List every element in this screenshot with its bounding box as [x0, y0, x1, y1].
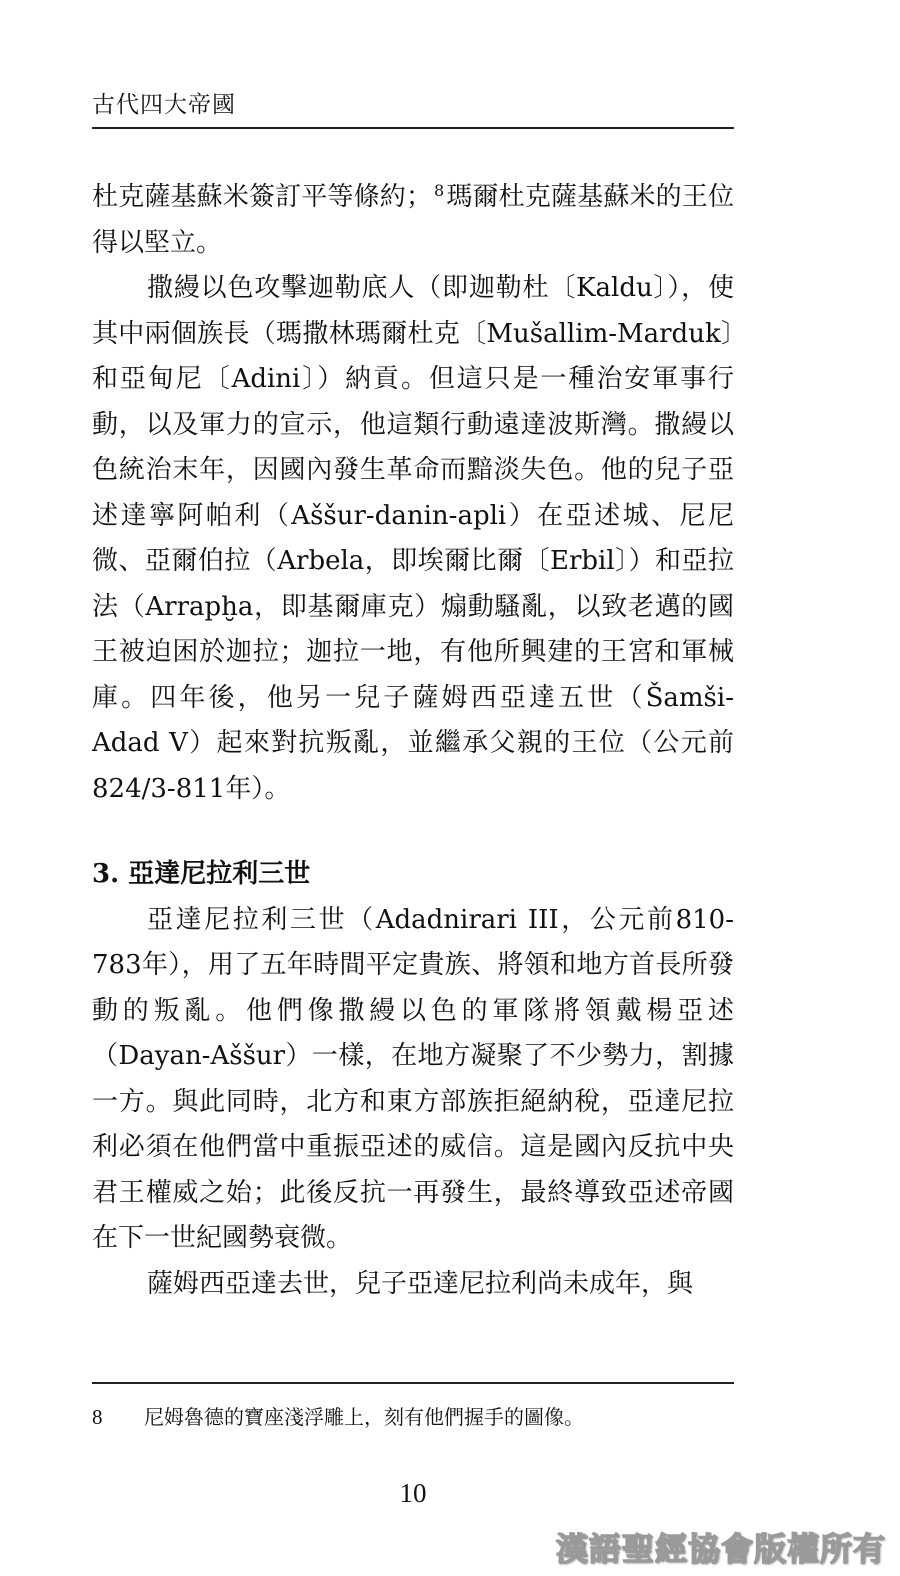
- page-number: 10: [399, 1478, 427, 1508]
- header-rule: [92, 127, 734, 129]
- footnote-reference[interactable]: 8: [433, 181, 445, 200]
- paragraph-3: 亞達尼拉利三世（Adadnirari III，公元前810-783年），用了五年時間平定貴族、將領和地方首長所發動的叛亂。他們像撒縵以色的軍隊將領戴楊亞述（Dayan-Aššur）一樣，在地方凝聚了不少勢力，割據一方。與此同時，北方和東方部族拒絕納稅，亞達尼拉利必須在他們當中重振亞述的威信。這是國內反抗中央君王權威之始；此後反抗一再發生，最終導致亞述帝國在下一世紀國勢衰微。: [92, 904, 734, 1253]
- footnote-rule: [92, 1382, 734, 1384]
- copyright-watermark: 漢語聖經協會版權所有: [555, 1530, 886, 1568]
- paragraph-4: 薩姆西亞達去世，兒子亞達尼拉利尚未成年，與: [147, 1268, 694, 1299]
- section-heading: 3. 亞達尼拉利三世: [92, 859, 311, 889]
- body-text: [92, 168, 734, 1307]
- paragraph-2: 撒縵以色攻擊迦勒底人（即迦勒杜〔Kaldu〕），使其中兩個族長（瑪撒林瑪爾杜克〔Mušallim-Marduk〕和亞甸尼〔Adini〕）納貢。但這只是一種治安軍事行動，以及軍力的宣示，他這類行動遠達波斯灣。撒縵以色統治末年，因國內發生革命而黯淡失色。他的兒子亞述達寧阿帕利（Aššur-danin-apli）在亞述城、尼尼微、亞爾伯拉（Arbela，即埃爾比爾〔Erbil〕）和亞拉法（Arrapḫa，即基爾庫克）煽動騷亂，以致老邁的國王被迫困於迦拉；迦拉一地，有他所興建的王宮和軍械庫。四年後，他另一兒子薩姆西亞達五世（Šamši-Adad V）起來對抗叛亂，並繼承父親的王位（公元前824/3-811年）。: [92, 273, 734, 804]
- paragraph-1-end: 瑪爾杜克薩基蘇米的王位得以堅立。: [92, 182, 734, 258]
- footnote: [92, 1403, 734, 1431]
- paragraph-1: [92, 168, 734, 266]
- footnote-text: 尼姆魯德的寶座淺浮雕上，刻有他們握手的圖像。: [144, 1405, 584, 1429]
- running-header-title: 古代四大帝國: [92, 92, 236, 118]
- paragraph-1-start: 杜克薩基蘇米簽訂平等條約；: [92, 182, 432, 212]
- footnote-number: 8: [92, 1405, 103, 1429]
